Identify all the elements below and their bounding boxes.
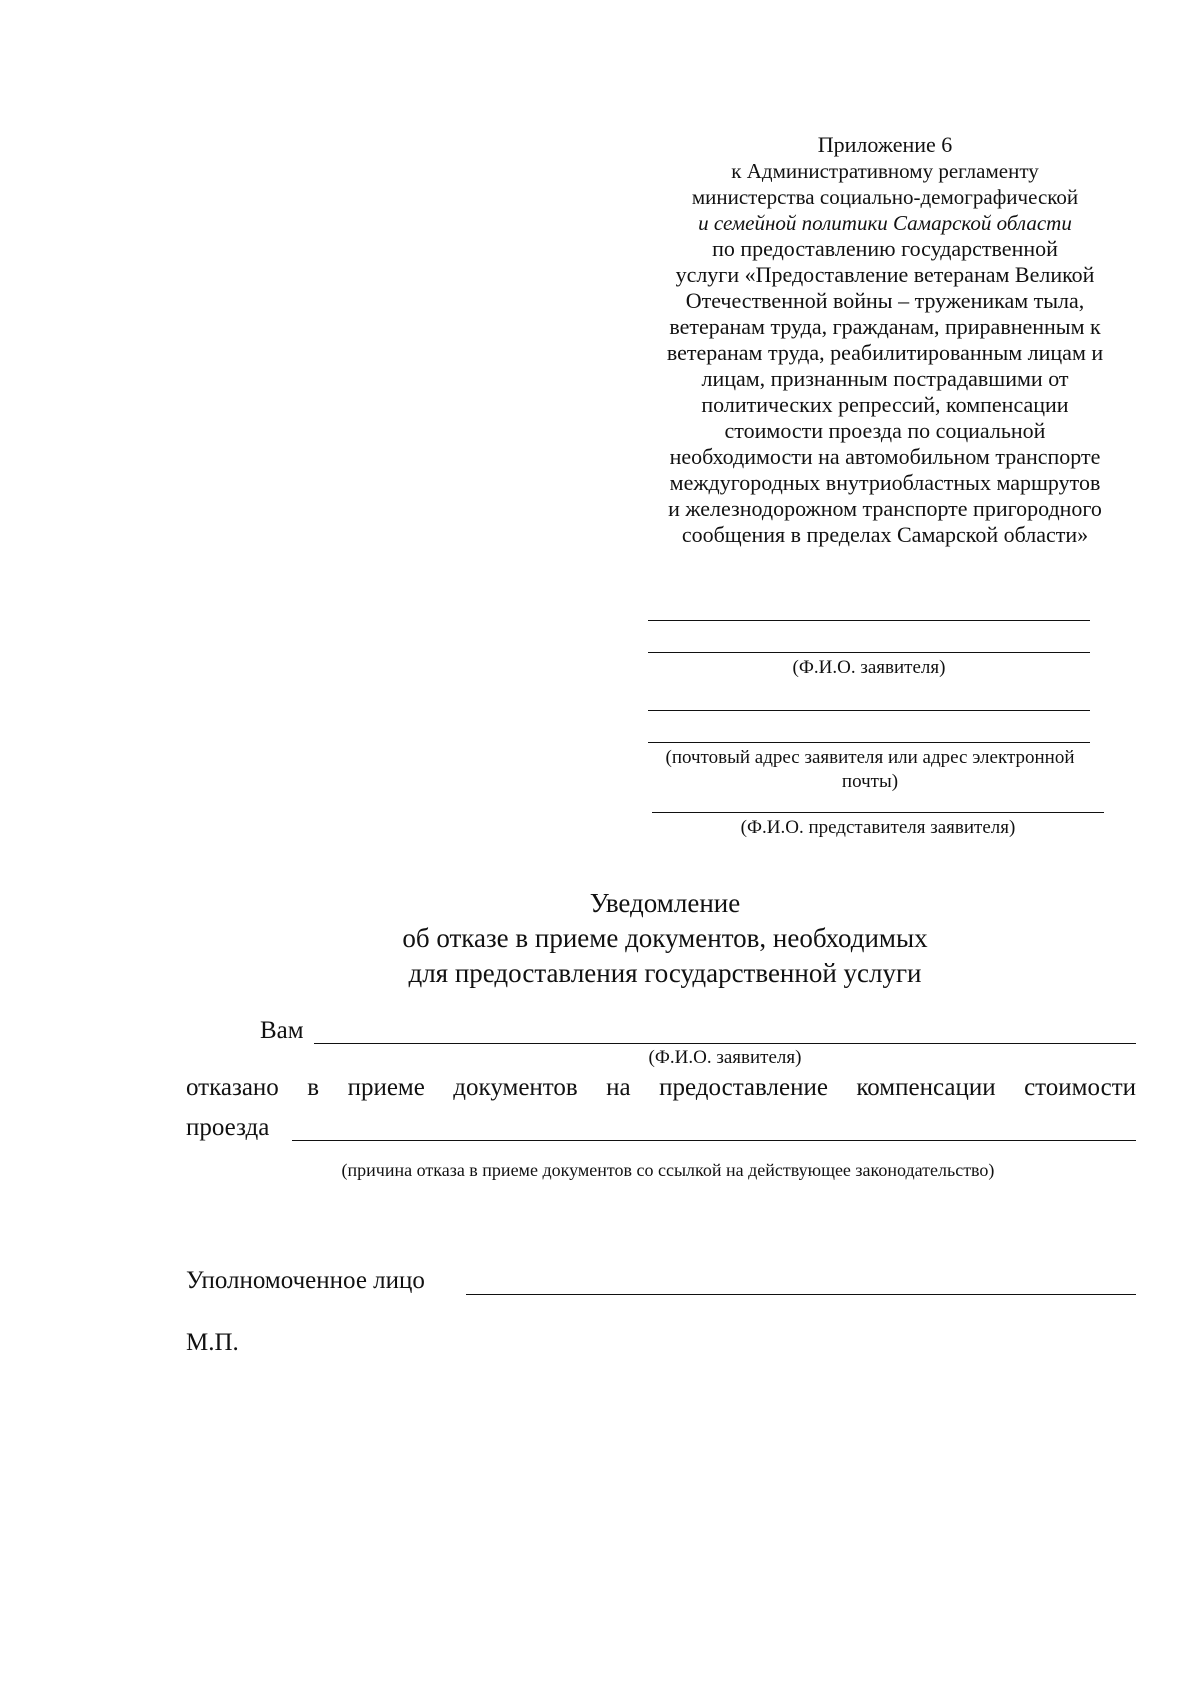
- applicant-name-caption: (Ф.И.О. заявителя): [792, 657, 946, 678]
- appendix-line: междугородных внутриобластных маршрутов: [669, 470, 1101, 495]
- applicant-address-line-1[interactable]: [648, 710, 1090, 711]
- authorized-person-signature-line[interactable]: [466, 1294, 1136, 1295]
- authorized-person-label: Уполномоченное лицо: [186, 1267, 425, 1294]
- to-label: Вам: [260, 1017, 304, 1044]
- applicant-name-line-1[interactable]: [648, 620, 1090, 621]
- travel-label: проезда: [186, 1114, 270, 1141]
- appendix-line: и железнодорожном транспорте пригородного: [668, 496, 1102, 521]
- appendix-line: Отечественной войны – труженикам тыла,: [685, 288, 1085, 313]
- appendix-line: и семейной политики Самарской области: [698, 211, 1072, 235]
- applicant-name-line-2[interactable]: [648, 652, 1090, 653]
- representative-name-line[interactable]: [652, 812, 1104, 813]
- notice-subtitle-line-1: об отказе в приеме документов, необходимых: [402, 923, 928, 953]
- appendix-line: ветеранам труда, реабилитированным лицам и: [666, 340, 1104, 365]
- refusal-reason-caption: (причина отказа в приеме документов со ссылкой на действующее законодательство): [341, 1160, 995, 1180]
- seal-label: М.П.: [186, 1329, 239, 1356]
- applicant-address-caption-continued: почты): [841, 771, 899, 792]
- appendix-line: стоимости проезда по социальной: [724, 418, 1046, 443]
- representative-name-caption: (Ф.И.О. представителя заявителя): [740, 817, 1016, 838]
- appendix-line: по предоставлению государственной: [712, 236, 1058, 261]
- refusal-reason-line[interactable]: [292, 1140, 1136, 1141]
- appendix-line: лицам, признанным пострадавшими от: [701, 366, 1069, 391]
- applicant-address-line-2[interactable]: [648, 742, 1090, 743]
- appendix-line: к Административному регламенту: [731, 159, 1039, 183]
- recipient-name-line[interactable]: [314, 1043, 1136, 1044]
- appendix-line: министерства социально-демографической: [691, 185, 1079, 209]
- recipient-name-caption: (Ф.И.О. заявителя): [648, 1047, 802, 1068]
- refusal-text: отказано в приеме документов на предоставление компенсации стоимости: [186, 1074, 1136, 1101]
- appendix-header: [650, 132, 1120, 548]
- applicant-address-caption: (почтовый адрес заявителя или адрес электронной: [665, 747, 1075, 768]
- notice-subtitle-line-2: для предоставления государственной услуги: [408, 958, 922, 988]
- appendix-line: ветеранам труда, гражданам, приравненным к: [669, 314, 1101, 339]
- appendix-line: политических репрессий, компенсации: [701, 392, 1069, 417]
- appendix-line: сообщения в пределах Самарской области»: [681, 522, 1089, 547]
- appendix-line: необходимости на автомобильном транспорте: [669, 444, 1101, 469]
- appendix-title: Приложение 6: [817, 132, 953, 157]
- appendix-line: услуги «Предоставление ветеранам Великой: [675, 262, 1095, 287]
- notice-title: Уведомление: [589, 888, 741, 918]
